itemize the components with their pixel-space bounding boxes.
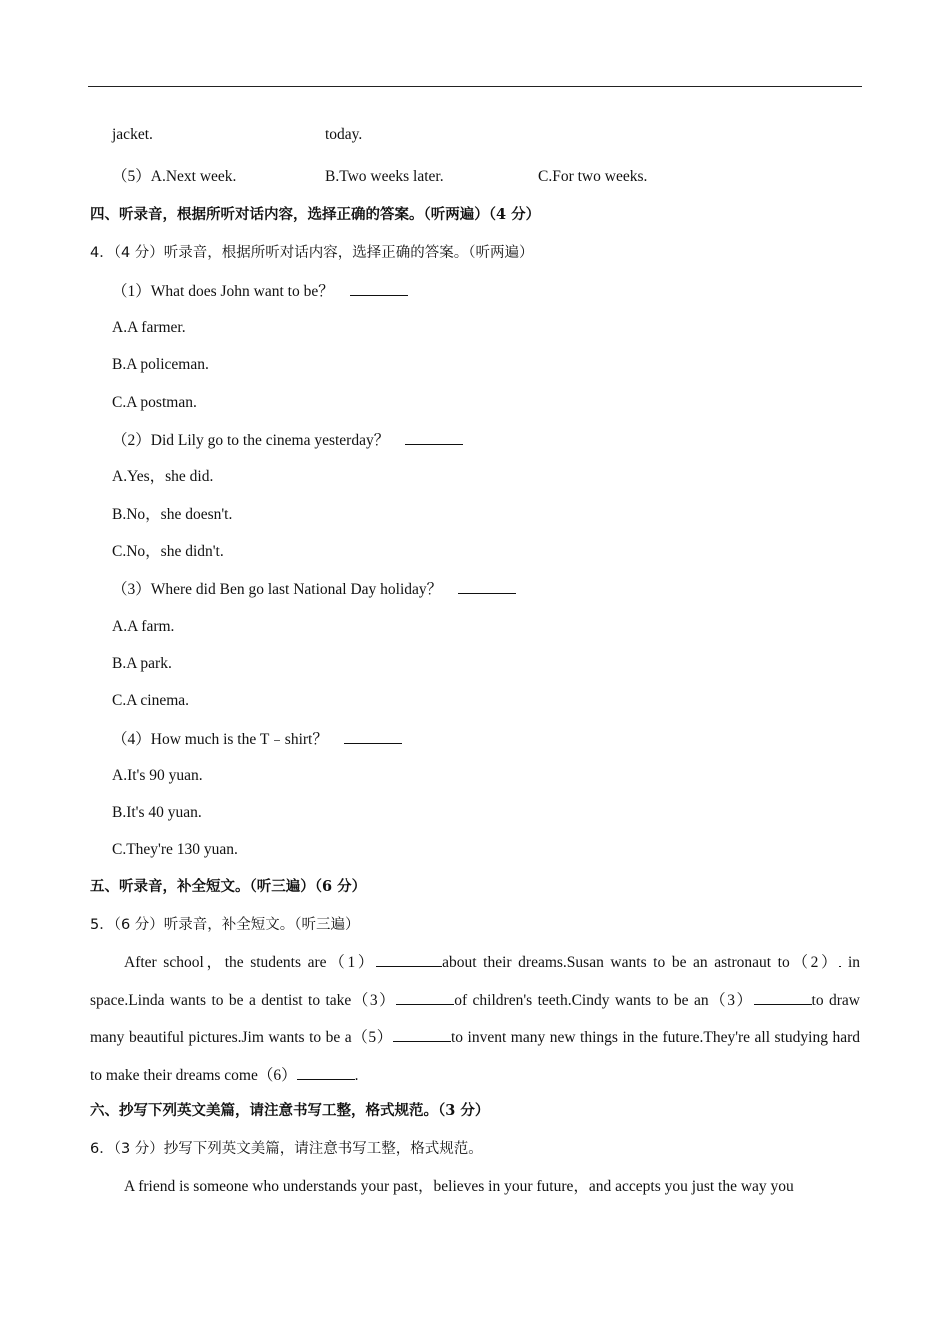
q5-passage-part5: to draw many beautiful pictures.Jim wants to be a（5）: [90, 991, 860, 1046]
q6-passage-text: A friend is someone who understands your past，believes in your future，and accepts you just the way you: [124, 1178, 794, 1195]
q4-item3-question: （3）Where did Ben go last National Day holiday？: [112, 581, 443, 598]
q4-item2-option-a: A.Yes，she did.: [112, 468, 214, 485]
q4-item2: [112, 430, 463, 451]
prev-option-tail-1: jacket.: [112, 126, 153, 143]
q5-blank-5[interactable]: [393, 1027, 451, 1042]
q3-item5-option-c: C.For two weeks.: [538, 168, 648, 185]
q4-item1-question: （1）What does John want to be？: [112, 283, 334, 300]
q4-item4-option-a: A.It's 90 yuan.: [112, 767, 203, 784]
q4-header: 4．（4 分）听录音，根据所听对话内容，选择正确的答案。（听两遍）: [90, 245, 534, 261]
q4-item2-option-c: C.No，she didn't.: [112, 543, 224, 560]
header-rule: [88, 86, 862, 87]
q5-passage-part2: about their dreams.Susan wants to be an astronaut to（2）: [442, 954, 840, 971]
q4-item3-option-c: C.A cinema.: [112, 692, 190, 709]
section4-heading: 四、听录音，根据所听对话内容，选择正确的答案。（听两遍）（4 分）: [90, 206, 541, 223]
q5-blank-6[interactable]: [297, 1065, 355, 1080]
q4-item1-option-c: C.A postman.: [112, 394, 197, 411]
q4-item1-option-a: A.A farmer.: [112, 319, 186, 336]
q6-passage: [90, 1168, 860, 1206]
q5-passage-end: .: [354, 1066, 359, 1084]
q4-item4-option-b: B.It's 40 yuan.: [112, 804, 202, 821]
q4-item2-option-b: B.No，she doesn't.: [112, 506, 233, 523]
q5-blank-2[interactable]: [839, 952, 841, 967]
q4-item3-option-a: A.A farm.: [112, 618, 175, 635]
q5-passage-part4: of children's teeth.Cindy wants to be an（3）: [454, 991, 754, 1009]
q4-item4-question: （4）How much is the T﹣shirt？: [112, 731, 328, 748]
q4-item4-answer-blank[interactable]: [344, 729, 402, 744]
q4-item3: [112, 579, 516, 600]
q5-header: 5．（6 分）听录音，补全短文。（听三遍）: [90, 917, 360, 933]
q5-passage-part6: to invent many new things in the future.They're all studying hard to make their dreams come（6）: [90, 1029, 860, 1084]
q4-item4: [112, 729, 402, 750]
q4-item1-option-b: B.A policeman.: [112, 356, 209, 373]
q5-passage-part1: After school，the students are（1）: [124, 954, 377, 971]
q3-item5-option-a: （5）A.Next week.: [112, 168, 237, 185]
q4-item1: [112, 281, 408, 302]
q5-blank-1[interactable]: [376, 952, 442, 967]
q5-blank-4[interactable]: [754, 990, 812, 1005]
q4-item1-answer-blank[interactable]: [350, 281, 408, 296]
q3-item5-option-b: B.Two weeks later.: [325, 168, 444, 185]
q6-header: 6．（3 分）抄写下列英文美篇，请注意书写工整，格式规范。: [90, 1141, 483, 1157]
q4-item2-question: （2）Did Lily go to the cinema yesterday？: [112, 432, 390, 449]
q4-item2-answer-blank[interactable]: [405, 430, 463, 445]
q4-item3-option-b: B.A park.: [112, 655, 172, 672]
section5-heading: 五、听录音，补全短文。（听三遍）（6 分）: [90, 878, 367, 895]
q4-item3-answer-blank[interactable]: [458, 579, 516, 594]
q5-passage-part3: in space.Linda wants to be a dentist to take（3）: [90, 954, 861, 1009]
q4-item4-option-c: C.They're 130 yuan.: [112, 841, 238, 858]
prev-option-tail-2: today.: [325, 126, 363, 143]
q5-passage: [90, 944, 860, 1094]
section6-heading: 六、抄写下列英文美篇，请注意书写工整，格式规范。（3 分）: [90, 1102, 490, 1119]
q5-blank-3[interactable]: [396, 990, 454, 1005]
